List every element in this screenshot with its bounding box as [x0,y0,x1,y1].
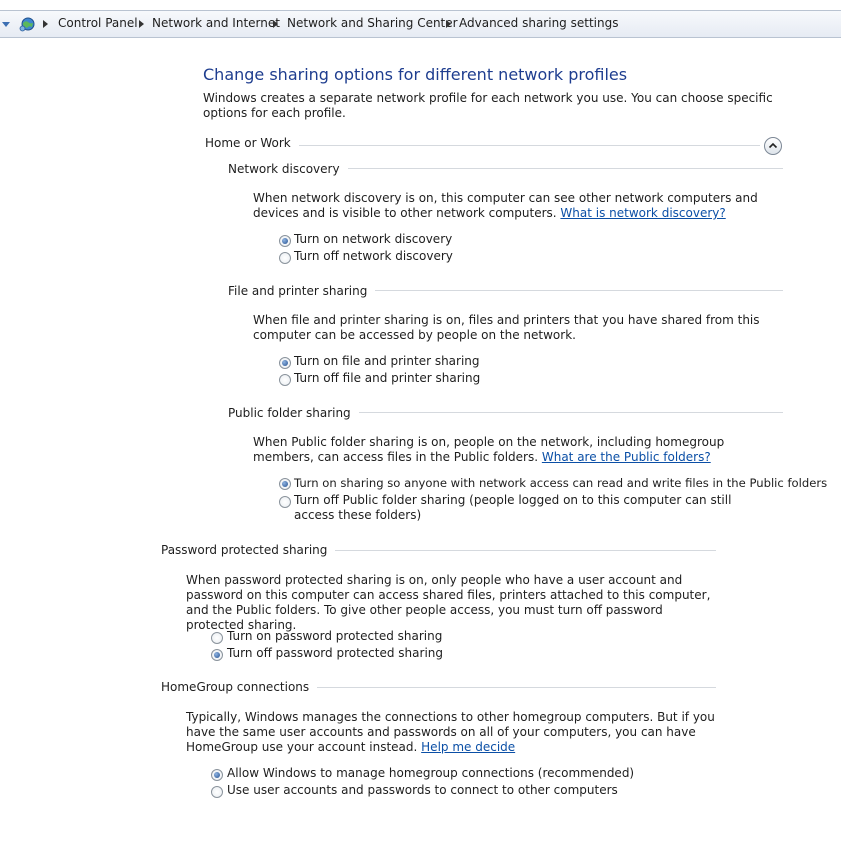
homegroup-windows-manage-radio[interactable] [211,769,223,781]
homegroup-windows-manage-label[interactable]: Allow Windows to manage homegroup connections (recommended) [227,766,635,780]
homegroup-user-accounts-label[interactable]: Use user accounts and passwords to connect to other computers [227,783,618,797]
page-intro: Windows creates a separate network profile for each network you use. You can choose specific options for each profile. [203,91,773,120]
public-folder-heading: Public folder sharing [228,406,359,420]
breadcrumb-separator-icon[interactable] [273,20,278,28]
password-sharing-on-label[interactable]: Turn on password protected sharing [227,629,443,643]
profile-heading: Home or Work [205,136,299,150]
file-printer-heading: File and printer sharing [228,284,375,298]
page-title: Change sharing options for different network profiles [203,65,628,84]
public-folder-off-radio[interactable] [279,496,291,508]
public-folder-description: When Public folder sharing is on, people on the network, including homegroup members, can access files in the Public folders. What are the Public folders? [253,435,725,464]
password-sharing-off-radio[interactable] [211,649,223,661]
network-globe-icon [19,15,37,33]
network-discovery-off-label[interactable]: Turn off network discovery [294,249,453,263]
collapse-profile-button[interactable] [764,137,782,155]
homegroup-description: Typically, Windows manages the connections to other homegroup computers. But if you have the same user accounts and passwords on all of your computers, you can have HomeGroup use your account instead. Help me decide [186,710,715,754]
breadcrumb-separator-icon[interactable] [446,20,451,28]
homegroup-user-accounts-radio[interactable] [211,786,223,798]
breadcrumb-control-panel[interactable]: Control Panel [58,16,138,30]
password-sharing-on-radio[interactable] [211,632,223,644]
public-folder-on-label[interactable]: Turn on sharing so anyone with network access can read and write files in the Public folders [294,476,828,490]
network-discovery-description: When network discovery is on, this computer can see other network computers and devices and is visible to other network computers. What is network discovery? [253,191,758,220]
password-sharing-description: When password protected sharing is on, only people who have a user account and password on this computer can access shared files, printers attached to this computer, and the Public folders. To give other people access, you must turn off password protected sharing. [186,573,711,632]
homegroup-heading: HomeGroup connections [161,680,317,694]
password-sharing-off-label[interactable]: Turn off password protected sharing [227,646,443,660]
file-printer-on-radio[interactable] [279,357,291,369]
network-discovery-help-link[interactable]: What is network discovery? [560,206,726,220]
history-dropdown-icon[interactable] [2,22,10,27]
file-printer-off-label[interactable]: Turn off file and printer sharing [294,371,481,385]
public-folders-help-link[interactable]: What are the Public folders? [541,450,711,464]
breadcrumb-network-sharing-center[interactable]: Network and Sharing Center [287,16,458,30]
network-discovery-on-label[interactable]: Turn on network discovery [294,232,453,246]
file-printer-off-radio[interactable] [279,374,291,386]
network-discovery-on-radio[interactable] [279,235,291,247]
network-discovery-off-radio[interactable] [279,252,291,264]
public-folder-off-label[interactable]: Turn off Public folder sharing (people logged on to this computer can still access these folders) [294,493,732,522]
address-bar[interactable] [0,10,841,38]
password-sharing-heading: Password protected sharing [161,543,335,557]
file-printer-on-label[interactable]: Turn on file and printer sharing [294,354,480,368]
breadcrumb-separator-icon[interactable] [139,20,144,28]
breadcrumb-separator-icon[interactable] [43,20,48,28]
public-folder-on-radio[interactable] [279,478,291,490]
file-printer-description: When file and printer sharing is on, files and printers that you have shared from this computer can be accessed by people on the network. [253,313,760,342]
chevron-up-icon [765,138,781,154]
breadcrumb-network-and-internet[interactable]: Network and Internet [152,16,280,30]
help-me-decide-link[interactable]: Help me decide [421,740,516,754]
breadcrumb-advanced-sharing[interactable]: Advanced sharing settings [459,16,619,30]
network-discovery-heading: Network discovery [228,162,348,176]
